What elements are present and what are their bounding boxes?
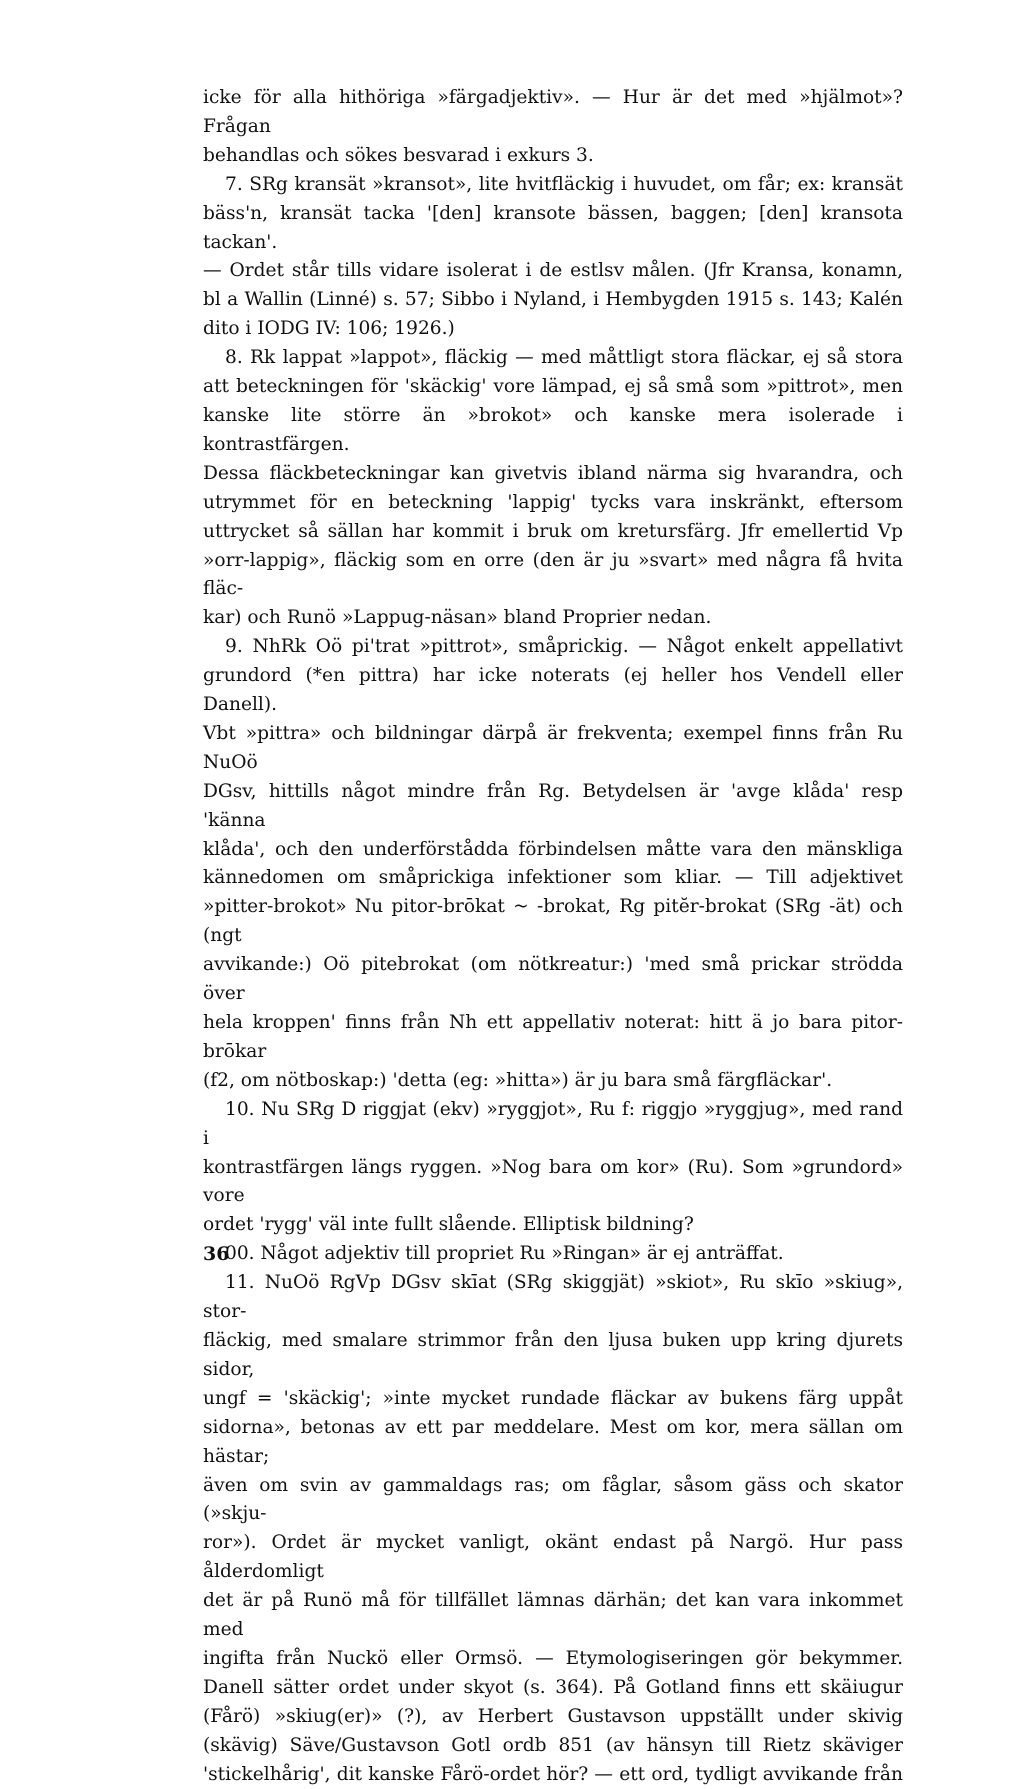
text-line: ordet 'rygg' väl inte fullt slående. Elliptisk bildning? bbox=[203, 1214, 694, 1236]
text-line: sidorna», betonas av ett par meddelare. Mest om kor, mera sällan om hästar; bbox=[203, 1416, 903, 1467]
text-line: (f2, om nötboskap:) 'detta (eg: »hitta») är ju bara små färgfläckar'. bbox=[203, 1069, 833, 1091]
text-line: klåda', och den underförstådda förbindelsen måtte vara den mänskliga bbox=[203, 838, 903, 860]
text-line: uttrycket så sällan har kommit i bruk om kretursfärg. Jfr emellertid Vp bbox=[203, 520, 903, 542]
text-line: 00. Något adjektiv till propriet Ru »Ringan» är ej anträffat. bbox=[225, 1243, 784, 1265]
text-line: 7. SRg kransät »kransot», lite hvitfläckig i huvudet, om får; ex: kransät bbox=[225, 173, 903, 195]
text-line: dito i IODG IV: 106; 1926.) bbox=[203, 318, 455, 340]
text-line: 10. Nu SRg D riggjat (ekv) »ryggjot», Ru f: riggjo »ryggjug», med rand i bbox=[203, 1098, 903, 1149]
text-line: 11. NuOö RgVp DGsv skīat (SRg skiggjät) »skiot», Ru skīo »skiug», stor- bbox=[203, 1272, 903, 1323]
text-line: avvikande:) Oö pitebrokat (om nötkreatur:) 'med små prickar strödda över bbox=[203, 954, 903, 1005]
text-line: det är på Runö må för tillfället lämnas därhän; det kan vara inkommet med bbox=[203, 1590, 903, 1641]
text-line: — Ordet står tills vidare isolerat i de estlsv målen. (Jfr Kransa, konamn, bbox=[203, 260, 903, 282]
text-line: icke för alla hithöriga »färgadjektiv». — Hur är det med »hjälmot»? Frågan bbox=[203, 87, 903, 137]
text-line: att beteckningen för 'skäckig' vore lämpad, ej så små som »pittrot», men bbox=[203, 376, 903, 398]
text-line: kontrastfärgen längs ryggen. »Nog bara om kor» (Ru). Som »grundord» vore bbox=[203, 1156, 903, 1207]
text-line: Dessa fläckbeteckningar kan givetvis ibland närma sig hvarandra, och bbox=[203, 462, 903, 484]
text-line: Vbt »pittra» och bildningar därpå är frekventa; exempel finns från Ru NuOö bbox=[203, 722, 903, 773]
text-line: kännedomen om småprickiga infektioner som kliar. — Till adjektivet bbox=[203, 867, 903, 889]
text-line: behandlas och sökes besvarad i exkurs 3. bbox=[203, 144, 594, 166]
text-line: 'stickelhårig', dit kanske Fårö-ordet hör? — ett ord, tydligt avvikande från bbox=[203, 1763, 903, 1785]
text-line: ungf = 'skäckig'; »inte mycket rundade fläckar av bukens färg uppåt bbox=[203, 1387, 903, 1409]
page-number: 36 bbox=[203, 1243, 230, 1265]
text-line: »pitter-brokot» Nu pitor-brōkat ~ -brokat, Rg pitĕr-brokat (SRg -ät) och (ngt bbox=[203, 896, 903, 947]
text-line: Danell sätter ordet under skyot (s. 364). På Gotland finns ett skäiugur bbox=[203, 1676, 903, 1698]
text-line: DGsv, hittills något mindre från Rg. Betydelsen är 'avge klåda' resp 'känna bbox=[203, 780, 903, 831]
text-line: »orr-lappig», fläckig som en orre (den är ju »svart» med några få hvita fläc- bbox=[203, 549, 903, 600]
text-line: (skävig) Säve/Gustavson Gotl ordb 851 (av hänsyn till Rietz skäviger bbox=[203, 1734, 903, 1756]
text-line: 9. NhRk Oö pi'trat »pittrot», småprickig. — Något enkelt appellativt bbox=[225, 636, 903, 658]
text-line: fläckig, med smalare strimmor från den ljusa buken upp kring djurets sidor, bbox=[203, 1329, 903, 1380]
text-line: bl a Wallin (Linné) s. 57; Sibbo i Nyland, i Hembygden 1915 s. 143; Kalén bbox=[203, 289, 903, 311]
text-line: ingifta från Nuckö eller Ormsö. — Etymologiseringen gör bekymmer. bbox=[203, 1647, 903, 1669]
text-line: hela kroppen' finns från Nh ett appellativ noterat: hitt ä jo bara pitor-brōkar bbox=[203, 1012, 903, 1062]
text-line: även om svin av gammaldags ras; om fåglar, såsom gäss och skator (»skju- bbox=[203, 1474, 903, 1525]
text-line: (Fårö) »skiug(er)» (?), av Herbert Gustavson uppställt under skivig bbox=[203, 1705, 903, 1727]
text-line: kanske lite större än »brokot» och kanske mera isolerade i kontrastfärgen. bbox=[203, 404, 903, 455]
text-line: kar) och Runö »Lappug-näsan» bland Proprier nedan. bbox=[203, 607, 712, 629]
text-line: 8. Rk lappat »lappot», fläckig — med måttligt stora fläckar, ej så stora bbox=[225, 347, 903, 369]
page-body bbox=[203, 84, 903, 1789]
text-line: bäss'n, kransät tacka '[den] kransote bässen, baggen; [den] kransota tackan'. bbox=[203, 202, 903, 253]
text-line: grundord (*en pittra) har icke noterats (ej heller hos Vendell eller Danell). bbox=[203, 665, 903, 716]
text-line: utrymmet för en beteckning 'lappig' tycks vara inskränkt, eftersom bbox=[203, 491, 903, 513]
text-line: ror»). Ordet är mycket vanligt, okänt endast på Nargö. Hur pass ålderdomligt bbox=[203, 1532, 903, 1583]
